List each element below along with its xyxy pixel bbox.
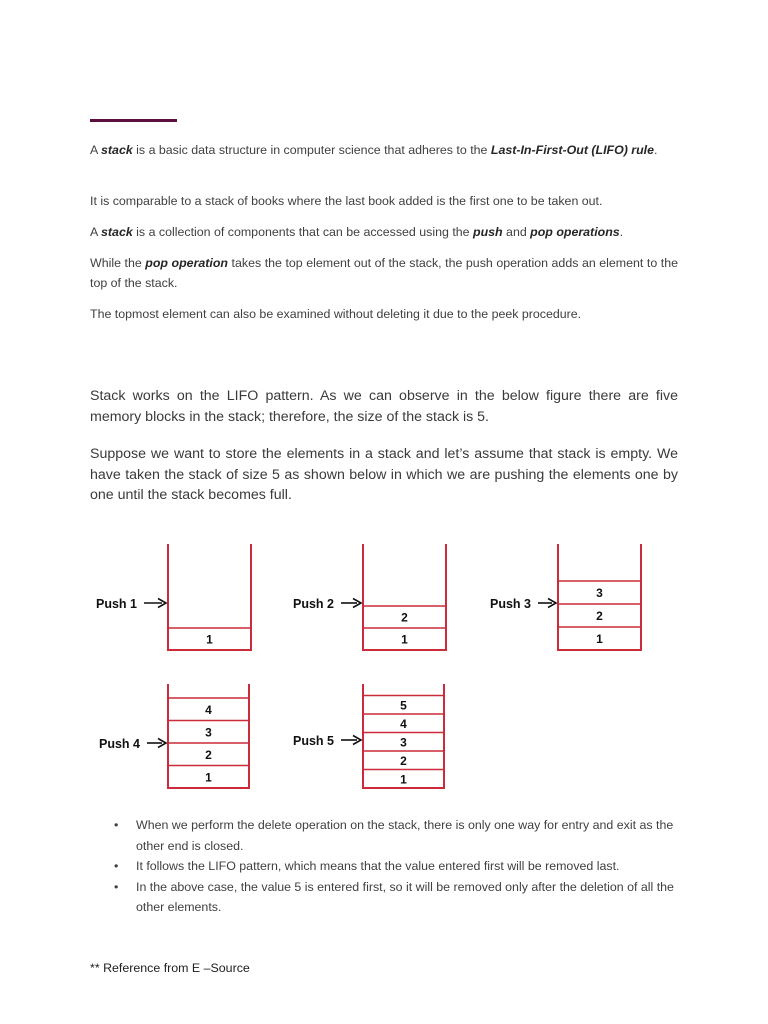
bullet-list: [110, 815, 678, 918]
push-label: Push 3: [490, 597, 531, 611]
stack-cell-value: 1: [596, 632, 603, 646]
stack-cell-value: 4: [400, 716, 407, 731]
paragraph-books-analogy: It is comparable to a stack of books where the last book added is the first one to be taken out.: [90, 194, 603, 208]
stack-cell-value: 3: [596, 586, 603, 600]
stack-cell-value: 3: [400, 735, 407, 750]
emphasis-pop-operation: pop operation: [145, 256, 228, 270]
paragraph-stack-definition: [90, 140, 678, 160]
text-run: takes the top element out of the stack, the push operation adds an element to the top of the stack.: [90, 256, 678, 290]
bullet-item: [110, 856, 678, 877]
emphasis-push: push: [473, 225, 503, 239]
bullet-icon: •: [114, 859, 119, 873]
text-run: A: [90, 143, 102, 157]
bullet-icon: •: [114, 818, 119, 832]
emphasis-stack: stack: [101, 225, 133, 239]
bullet-text: It follows the LIFO pattern, which means that the value entered first will be removed last.: [136, 859, 620, 873]
push-label: Push 2: [293, 597, 334, 611]
stack-cell-value: 4: [205, 702, 212, 717]
stack-cell-value: 2: [596, 609, 603, 623]
emphasis-stack: stack: [101, 143, 133, 157]
bullet-text: When we perform the delete operation on the stack, there is only one way for entry and exit as the other end is closed.: [136, 818, 674, 853]
stack-cell-value: 2: [400, 753, 407, 768]
stack-cell-value: 2: [401, 610, 408, 625]
push-label: Push 5: [293, 734, 334, 748]
reference-note: ** Reference from E –Source: [90, 961, 250, 975]
bullet-icon: •: [114, 879, 119, 894]
text-run: While the: [90, 256, 146, 270]
push-label: Push 4: [99, 737, 140, 751]
text-run: is a collection of components that can be accessed using the: [132, 225, 473, 239]
text-run: is a basic data structure in computer science that adheres to the: [132, 143, 491, 157]
stack-cell-value: 5: [400, 698, 407, 713]
paragraph-components: [90, 222, 678, 242]
paragraph-pop-push: [90, 253, 678, 293]
stack-cell-value: 1: [205, 770, 212, 785]
stack-cell-value: 1: [400, 772, 407, 787]
text-run: .: [619, 225, 624, 239]
stack-cell-value: 2: [205, 747, 212, 762]
push-label: Push 1: [96, 597, 137, 611]
text-run: A: [90, 225, 102, 239]
stack-cell-value: 1: [206, 632, 213, 647]
stack-cell-value: 1: [401, 632, 408, 647]
text-run: .: [654, 143, 658, 157]
emphasis-lifo-rule: Last-In-First-Out (LIFO) rule: [490, 143, 655, 157]
paragraph-lifo-pattern: Stack works on the LIFO pattern. As we can observe in the below figure there are five memory blocks in the stack; therefore, the size of the stack is 5.: [90, 388, 678, 425]
stack-cell-value: 3: [205, 725, 212, 740]
bullet-item: [110, 877, 678, 918]
text-run: and: [502, 225, 531, 239]
paragraph-store-elements: Suppose we want to store the elements in a stack and let’s assume that stack is empty. We have taken the stack of size 5 as shown below in which we are pushing the elements one by one until the stack becomes full.: [90, 446, 678, 503]
bullet-text: In the above case, the value 5 is entered first, so it will be removed only after the deletion of all the other elements.: [136, 879, 674, 914]
paragraph-peek: The topmost element can also be examined without deleting it due to the peek procedure.: [90, 307, 582, 321]
stack-push-diagram: [0, 530, 768, 800]
section-accent-rule: [90, 119, 177, 122]
emphasis-pop-operations: pop operations: [530, 225, 620, 239]
bullet-item: [110, 815, 678, 856]
